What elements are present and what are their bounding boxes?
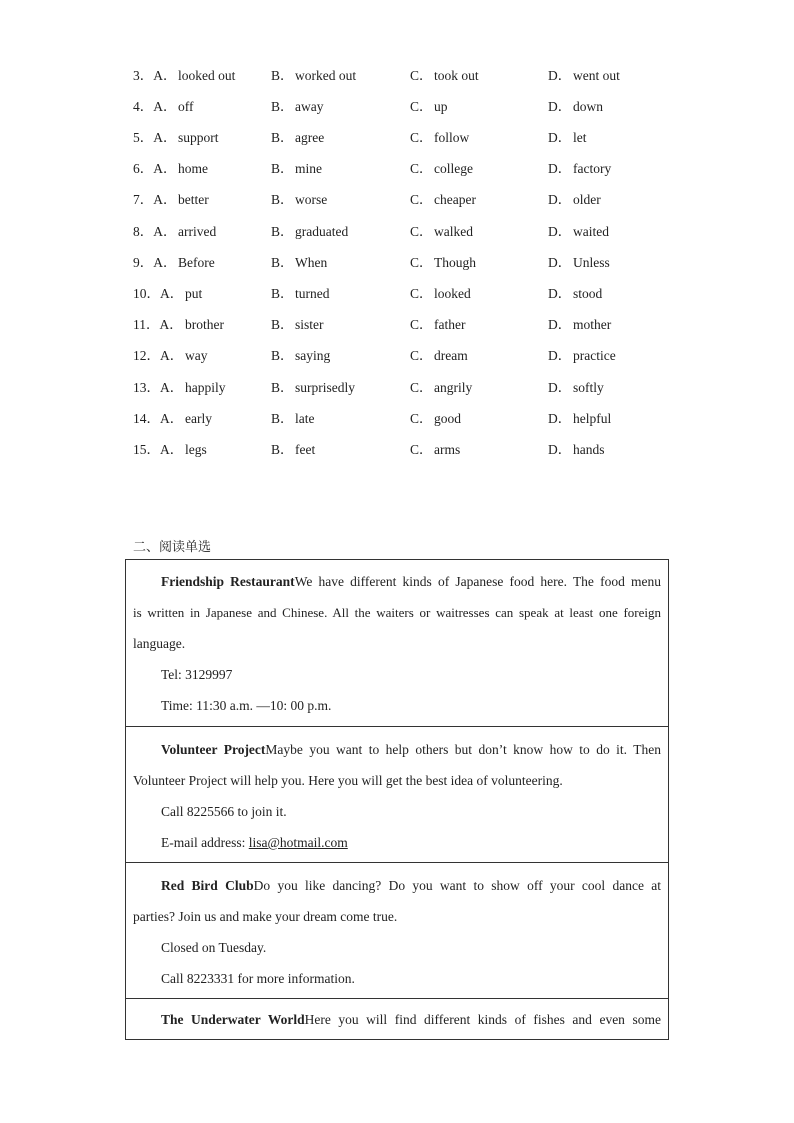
- question-row: [0, 159, 794, 179]
- option-d-label: D．: [548, 192, 572, 207]
- ad-friendship-restaurant: [126, 566, 668, 727]
- option-d-label: D．: [548, 380, 572, 395]
- option-b-label: B．: [271, 411, 294, 426]
- option-d: Unless: [573, 255, 610, 270]
- option-b: saying: [295, 348, 331, 363]
- option-b-label: B．: [271, 380, 294, 395]
- question-row: [0, 378, 794, 398]
- question-number: 12．A．: [133, 348, 184, 363]
- option-b: graduated: [295, 224, 349, 239]
- question-row: [0, 315, 794, 335]
- ad-text: Maybe you want to help others but don’t know how to do it. Then: [265, 742, 661, 757]
- ads-table: [125, 559, 669, 1040]
- ad-title: Volunteer Project: [161, 742, 266, 757]
- question-number: 10．A．: [133, 286, 184, 301]
- question-row: [0, 409, 794, 429]
- email-link[interactable]: lisa@hotmail.com: [248, 835, 348, 850]
- ad-red-bird-club: [126, 863, 668, 999]
- option-c: arms: [434, 442, 461, 457]
- option-a: early: [185, 411, 212, 426]
- option-c-label: C．: [410, 380, 433, 395]
- option-a: better: [178, 192, 209, 207]
- ad-closed: Closed on Tuesday.: [161, 940, 267, 955]
- option-d-label: D．: [548, 130, 572, 145]
- option-c-label: C．: [410, 224, 433, 239]
- ad-volunteer-project: [126, 727, 668, 863]
- question-row: [0, 284, 794, 304]
- option-d-label: D．: [548, 317, 572, 332]
- option-d-label: D．: [548, 161, 572, 176]
- ad-text: language.: [133, 636, 186, 651]
- option-d: softly: [573, 380, 604, 395]
- option-a: arrived: [178, 224, 217, 239]
- option-a: support: [178, 130, 219, 145]
- option-b-label: B．: [271, 130, 294, 145]
- option-b: surprisedly: [295, 380, 355, 395]
- ad-text: Here you will find different kinds of fishes and even some: [304, 1012, 661, 1027]
- question-number: 4．A．: [133, 99, 177, 114]
- option-c: Though: [434, 255, 476, 270]
- email-label: E-mail address:: [161, 835, 249, 850]
- option-c: father: [434, 317, 466, 332]
- option-b: feet: [295, 442, 316, 457]
- option-d-label: D．: [548, 224, 572, 239]
- option-b-label: B．: [271, 348, 294, 363]
- option-d-label: D．: [548, 255, 572, 270]
- option-c-label: C．: [410, 348, 433, 363]
- ad-tel: Tel: 3129997: [161, 667, 233, 682]
- ad-title: The Underwater World: [161, 1012, 305, 1027]
- ad-text: parties? Join us and make your dream come true.: [133, 909, 398, 924]
- ad-call: Call 8225566 to join it.: [161, 804, 287, 819]
- option-d: went out: [573, 68, 620, 83]
- option-b: worse: [295, 192, 328, 207]
- option-b: worked out: [295, 68, 357, 83]
- question-number: 5．A．: [133, 130, 177, 145]
- option-c: dream: [434, 348, 468, 363]
- question-row: [0, 222, 794, 242]
- option-c-label: C．: [410, 99, 433, 114]
- question-row: [0, 346, 794, 366]
- option-c: good: [434, 411, 461, 426]
- ad-line: [133, 566, 661, 597]
- option-c: walked: [434, 224, 473, 239]
- option-d-label: D．: [548, 99, 572, 114]
- option-b: mine: [295, 161, 322, 176]
- option-c-label: C．: [410, 442, 433, 457]
- option-d-label: D．: [548, 411, 572, 426]
- option-a: home: [178, 161, 208, 176]
- option-b-label: B．: [271, 161, 294, 176]
- option-a: put: [185, 286, 203, 301]
- option-c: looked: [434, 286, 471, 301]
- option-a: happily: [185, 380, 226, 395]
- option-d: hands: [573, 442, 605, 457]
- option-b-label: B．: [271, 286, 294, 301]
- question-row: [0, 66, 794, 86]
- question-number: 7．A．: [133, 192, 177, 207]
- option-d: factory: [573, 161, 612, 176]
- question-number: 8．A．: [133, 224, 177, 239]
- option-a: brother: [185, 317, 224, 332]
- option-c-label: C．: [410, 317, 433, 332]
- option-c-label: C．: [410, 286, 433, 301]
- ad-call: Call 8223331 for more information.: [161, 971, 355, 986]
- option-d: mother: [573, 317, 612, 332]
- question-number: 15．A．: [133, 442, 184, 457]
- question-row: [0, 440, 794, 460]
- option-b-label: B．: [271, 68, 294, 83]
- option-c: took out: [434, 68, 479, 83]
- question-number: 3．A．: [133, 68, 177, 83]
- option-b-label: B．: [271, 442, 294, 457]
- ad-text: is written in Japanese and Chinese. All the waiters or waitresses can speak at least one foreign: [133, 605, 661, 620]
- option-b: When: [295, 255, 328, 270]
- option-b-label: B．: [271, 192, 294, 207]
- option-d: older: [573, 192, 601, 207]
- option-d-label: D．: [548, 442, 572, 457]
- option-c: follow: [434, 130, 470, 145]
- ad-underwater-world: [126, 999, 668, 1040]
- option-c: college: [434, 161, 473, 176]
- option-d-label: D．: [548, 348, 572, 363]
- ad-text: We have different kinds of Japanese food here. The food menu: [294, 574, 661, 589]
- ad-title: Friendship Restaurant: [161, 574, 295, 589]
- option-b: late: [295, 411, 315, 426]
- option-a: way: [185, 348, 208, 363]
- option-d: waited: [573, 224, 609, 239]
- option-c-label: C．: [410, 255, 433, 270]
- section-title: 二、阅读单选: [133, 540, 212, 555]
- option-b: agree: [295, 130, 325, 145]
- option-b: away: [295, 99, 324, 114]
- ad-title: Red Bird Club: [161, 878, 254, 893]
- ad-line: [133, 734, 661, 765]
- option-c: angrily: [434, 380, 473, 395]
- option-b: sister: [295, 317, 324, 332]
- option-a: looked out: [178, 68, 236, 83]
- question-number: 6．A．: [133, 161, 177, 176]
- option-d: down: [573, 99, 603, 114]
- option-c: up: [434, 99, 448, 114]
- question-number: 14．A．: [133, 411, 184, 426]
- option-c-label: C．: [410, 68, 433, 83]
- option-d: let: [573, 130, 587, 145]
- option-c-label: C．: [410, 130, 433, 145]
- question-row: [0, 253, 794, 273]
- question-row: [0, 190, 794, 210]
- option-a: Before: [178, 255, 215, 270]
- question-row: [0, 97, 794, 117]
- option-b-label: B．: [271, 99, 294, 114]
- ad-line: [133, 1004, 661, 1035]
- ad-email-line: [133, 827, 661, 858]
- ad-text: Do you like dancing? Do you want to show off your cool dance at: [253, 878, 661, 893]
- option-c-label: C．: [410, 411, 433, 426]
- option-b-label: B．: [271, 317, 294, 332]
- option-d-label: D．: [548, 286, 572, 301]
- option-a: off: [178, 99, 194, 114]
- ad-text: Volunteer Project will help you. Here you will get the best idea of volunteering.: [133, 773, 563, 788]
- ad-time: Time: 11:30 a.m. —10: 00 p.m.: [161, 698, 332, 713]
- question-number: 9．A．: [133, 255, 177, 270]
- question-row: [0, 128, 794, 148]
- question-number: 11．A．: [133, 317, 183, 332]
- option-d: practice: [573, 348, 616, 363]
- option-c-label: C．: [410, 192, 433, 207]
- option-b-label: B．: [271, 255, 294, 270]
- option-c-label: C．: [410, 161, 433, 176]
- option-b: turned: [295, 286, 330, 301]
- ad-line: [133, 870, 661, 901]
- option-a: legs: [185, 442, 207, 457]
- option-c: cheaper: [434, 192, 476, 207]
- option-d-label: D．: [548, 68, 572, 83]
- option-d: helpful: [573, 411, 612, 426]
- question-number: 13．A．: [133, 380, 184, 395]
- option-d: stood: [573, 286, 603, 301]
- option-b-label: B．: [271, 224, 294, 239]
